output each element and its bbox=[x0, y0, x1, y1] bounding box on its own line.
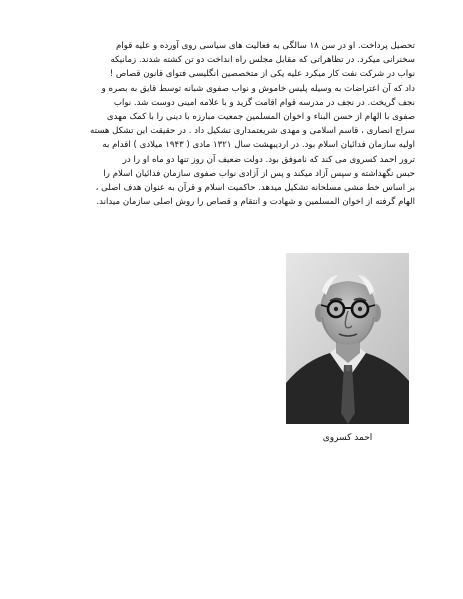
portrait-illustration bbox=[286, 253, 409, 424]
paragraph-line: بر اساس خط مشی مسلحانه تشکیل میدهد. حاکمیت اسلام و قرآن به عنوان هدف اصلی ، bbox=[95, 182, 415, 193]
paragraph-line: الهام گرفته از اخوان المسلمین و شهادت و انتقام و قصاص را روش اصلی سازمان میداند. bbox=[96, 197, 415, 208]
portrait-photo bbox=[286, 253, 409, 424]
paragraph-line: صفوی با الهام از حسن البناء و اخوان المسلمین جمعیت مبارزه با دینی را با کمک مهدی bbox=[106, 111, 415, 122]
paragraph-line: تحصیل پرداخت. او در سن ۱۸ سالگی به فعالیت های سیاسی روی آورده و علیه قوام bbox=[116, 41, 415, 51]
body-paragraph bbox=[60, 39, 415, 209]
paragraph-line: داد که آن اعتراضات به وسیله پلیس خاموش و نواب صفوی شبانه توسط قایق به بصره و bbox=[101, 83, 415, 94]
paragraph-line: حبس نگهداشته و سپس آزاد میکند و پس از آزادی نواب صفوی سازمان فدائیان اسلام را bbox=[103, 168, 415, 179]
paragraph-line: نجف گریخت. در نجف در مدرسه قوام اقامت گزید و با علامه امینی دوست شد. نواب bbox=[113, 97, 415, 108]
figure-caption: احمد کسروی bbox=[322, 433, 373, 443]
paragraph-line: اولیه سازمان فدائیان اسلام بود. در اردیبهشت سال ۱۳۲۱ مادی ( ۱۹۴۳ میلادی ) اقدام به bbox=[102, 140, 415, 151]
paragraph-line: نواب در شرکت نفت کار میکرد علیه یکی از متخصصین انگلیسی فتوای قانون قصاص ! bbox=[109, 69, 415, 80]
paragraph-line: ترور احمد کسروی می کند که ناموفق بود. دولت ضعیف آن روز تنها دو ماه او را در bbox=[122, 154, 415, 165]
paragraph-line: سراج انصاری ، قاسم اسلامی و مهدی شریعتمداری تشکیل داد . در حقیقت این تشکل هسته bbox=[90, 126, 415, 137]
paragraph-line: سخنرانی میکرد. در تظاهراتی که مقابل مجلس راه انداخت دو تن کشته شدند. زمانیکه bbox=[110, 55, 415, 66]
